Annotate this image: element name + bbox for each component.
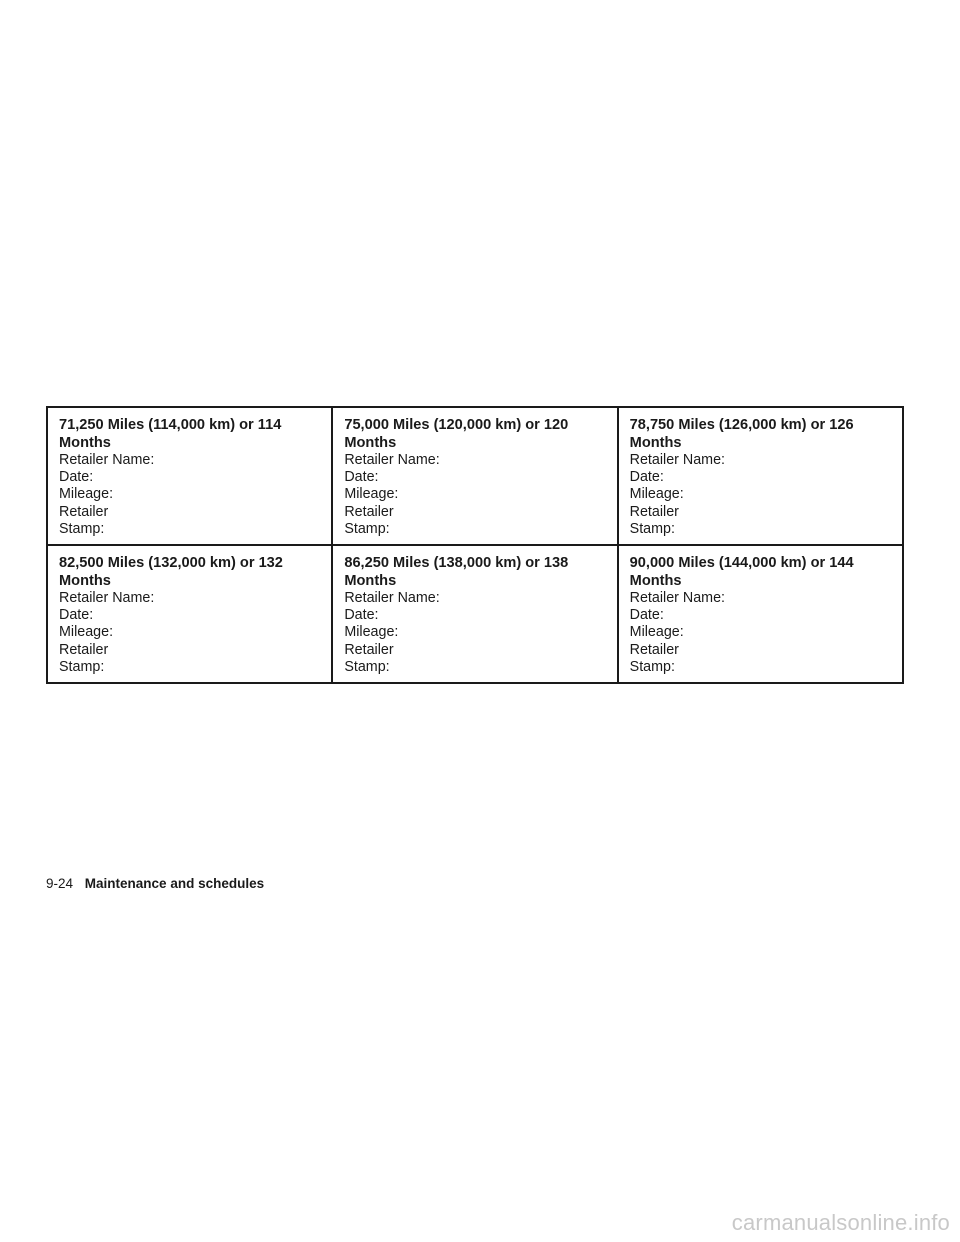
record-field-label: Mileage: [59, 624, 114, 641]
record-table-body [47, 407, 903, 683]
record-field-label: Retailer [629, 641, 679, 658]
record-field-label: Retailer Name: [629, 452, 726, 468]
record-field-label: Date: [344, 469, 379, 486]
record-field-label: Retailer [59, 641, 109, 658]
record-field-label: Retailer Name: [344, 590, 440, 607]
record-cell [47, 545, 332, 683]
record-field-label: Stamp: [344, 520, 390, 537]
record-field-label: Retailer Name: [59, 452, 155, 468]
record-field-label: Mileage: [59, 486, 114, 503]
record-cell [618, 407, 903, 545]
record-field-label: Retailer [344, 641, 394, 658]
record-row [47, 407, 903, 545]
record-field-label: Stamp: [59, 520, 105, 537]
record-field-label: Retailer Name: [629, 590, 726, 607]
record-interval-title: 82,500 Miles (132,000 km) or 132 Months [59, 555, 283, 590]
page-number: 9-24 [46, 876, 74, 891]
maintenance-record-table [46, 406, 904, 684]
record-field-label: Mileage: [629, 486, 684, 503]
record-field-label: Date: [344, 607, 379, 624]
record-field-label: Retailer Name: [344, 452, 440, 468]
record-field-label: Mileage: [344, 486, 399, 503]
record-field-label: Date: [59, 607, 94, 624]
page-footer [46, 876, 264, 891]
record-interval-title: 78,750 Miles (126,000 km) or 126 Months [629, 417, 854, 451]
record-field-label: Mileage: [344, 624, 399, 641]
record-interval-title: 75,000 Miles (120,000 km) or 120 Months [344, 417, 569, 451]
record-interval-title: 86,250 Miles (138,000 km) or 138 Months [344, 555, 569, 590]
record-field-label: Retailer [59, 503, 109, 520]
record-field-label: Retailer [629, 503, 679, 520]
record-row [47, 545, 903, 683]
record-cell [332, 407, 617, 545]
record-field-label: Stamp: [344, 658, 390, 675]
record-field-label: Stamp: [629, 520, 675, 537]
record-field-label: Date: [629, 607, 664, 624]
record-field-label: Stamp: [59, 658, 105, 675]
record-interval-title: 90,000 Miles (144,000 km) or 144 Months [629, 555, 854, 590]
record-field-label: Date: [59, 469, 94, 486]
record-field-label: Retailer [344, 503, 394, 520]
record-field-label: Retailer Name: [59, 590, 155, 607]
record-interval-title: 71,250 Miles (114,000 km) or 114 Months [59, 417, 282, 451]
record-field-label: Stamp: [629, 658, 675, 675]
record-cell [332, 545, 617, 683]
record-cell [47, 407, 332, 545]
record-cell [618, 545, 903, 683]
record-field-label: Mileage: [629, 624, 684, 641]
watermark[interactable]: carmanualsonline.info [731, 1210, 950, 1235]
record-field-label: Date: [629, 469, 664, 486]
section-title: Maintenance and schedules [84, 876, 265, 891]
